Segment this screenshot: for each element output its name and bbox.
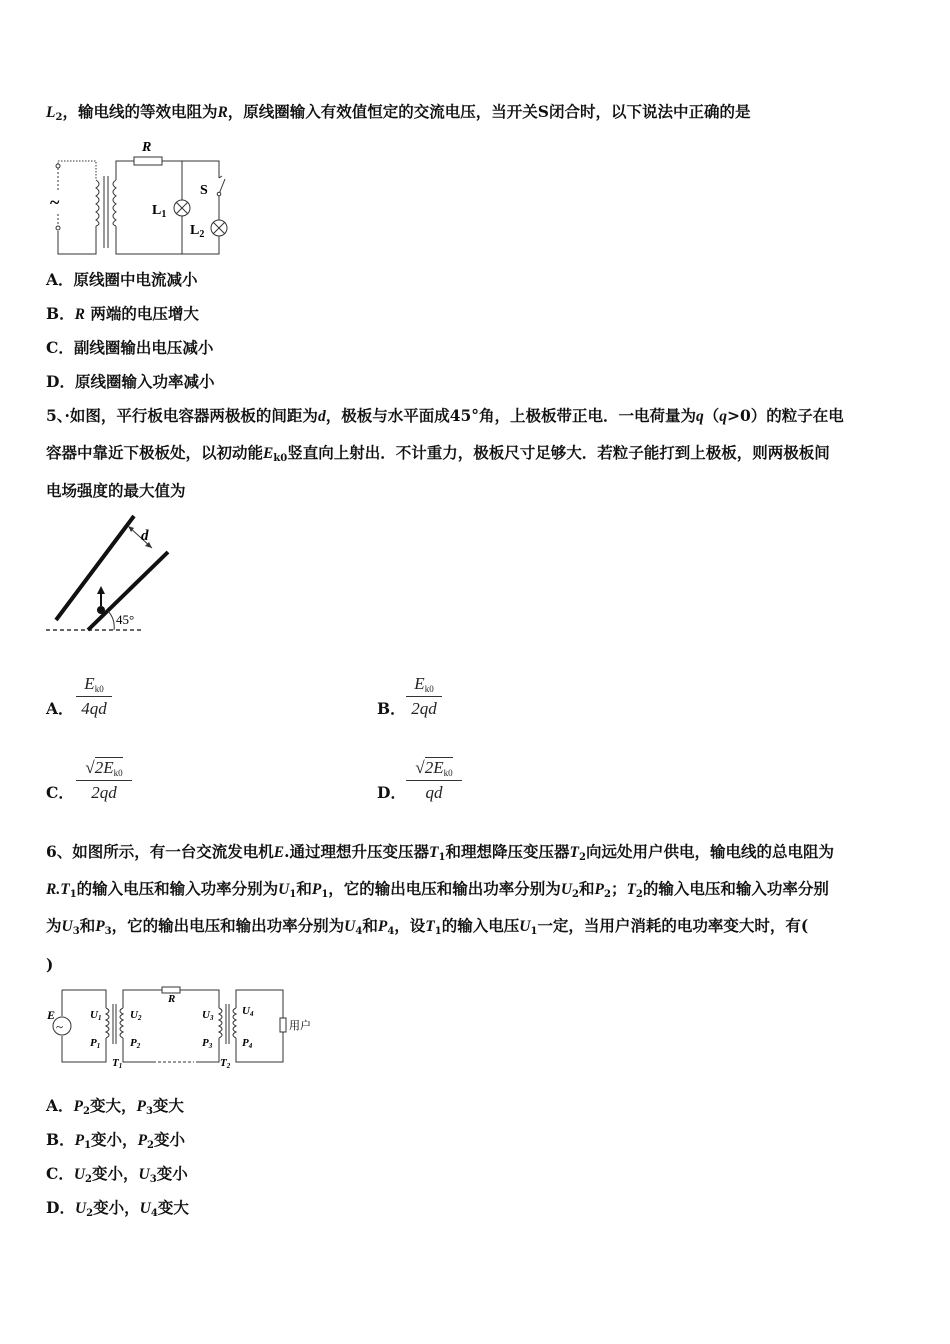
q6-option-b[interactable]: B．$P_1$变小，$P_2$变小 (46, 1130, 186, 1151)
q4-stem: $L_2$，输电线的等效电阻为R，原线圈输入有效值恒定的交流电压，当开关S闭合时，以下说法中正确的是 (46, 102, 751, 123)
svg-text:P4: P4 (242, 1037, 253, 1050)
q5-option-b-fraction[interactable]: $E_{k0}$ 2qd (406, 674, 442, 719)
q4-option-b[interactable]: B．R 两端的电压增大 (46, 304, 199, 323)
q5-option-d-fraction[interactable]: $√2E_{k0}$ qd (406, 758, 462, 803)
q5-option-a-fraction[interactable]: $E_{k0}$ 4qd (76, 674, 112, 719)
t2-label: T2 (220, 1057, 231, 1068)
q4-option-a[interactable]: A．原线圈中电流减小 (46, 270, 198, 289)
q6-option-c[interactable]: C．$U_2$变小，$U_3$变小 (46, 1164, 188, 1185)
q6-stem-line3: 为$U_3$和$P_3$，它的输出电压和输出功率分别为$U_4$和$P_4$，设$T_1$的输入电压$U_1$一定，当用户消耗的电功率变大时，有( (46, 916, 809, 937)
t1-label: T1 (112, 1057, 123, 1068)
q6-stem-line2: $R.T_1$的输入电压和输入功率分别为$U_1$和$P_1$，它的输出电压和输出功率分别为$U_2$和$P_2$；$T_2$的输入电压和输入功率分别 (46, 879, 829, 900)
q5-option-b-letter[interactable]: B． (377, 699, 406, 718)
q5-option-a-letter[interactable]: A． (46, 699, 74, 718)
q5-stem-line3: 电场强度的最大值为 (46, 481, 186, 500)
q5-option-c-letter[interactable]: C． (46, 783, 74, 802)
q5-option-c-fraction[interactable]: $√2E_{k0}$ 2qd (76, 758, 132, 803)
q5-capacitor-figure (44, 512, 204, 637)
q5-stem-line2: 容器中靠近下极板处，以初动能$E_{k0}$竖直向上射出．不计重力，极板尺寸足够大．若粒子能打到上极板，则两极板间 (46, 443, 830, 464)
q5-option-d-letter[interactable]: D． (377, 783, 406, 802)
q6-stem-line1: 6、如图所示，有一台交流发电机E.通过理想升压变压器$T_1$和理想降压变压器$T_2$向远处用户供电，输电线的总电阻为 (46, 842, 834, 863)
ac-source-symbol: ~ (50, 192, 60, 212)
svg-text:P1: P1 (90, 1037, 101, 1050)
lamp-l2-label: $L_2$ (190, 223, 205, 240)
svg-text:U2: U2 (130, 1009, 142, 1022)
svg-text:U4: U4 (242, 1005, 254, 1018)
q5-stem-line1: 5、·如图，平行板电容器两极板的间距为d，极板与水平面成45°角，上极板带正电．一电荷量为q（q>0）的粒子在电 (46, 406, 844, 425)
q6-option-d[interactable]: D．$U_2$变小，$U_4$变大 (46, 1198, 189, 1219)
angle-label: 45° (116, 612, 135, 627)
user-label: 用户 (289, 1020, 311, 1032)
q4-option-c[interactable]: C．副线圈输出电压减小 (46, 338, 214, 357)
svg-text:U3: U3 (202, 1009, 214, 1022)
lamp-l1-label: $L_1$ (152, 203, 167, 220)
switch-label: S (200, 183, 208, 198)
q6-transmission-figure (44, 986, 324, 1068)
q4-option-d[interactable]: D．原线圈输入功率减小 (46, 372, 215, 391)
q4-circuit-figure (44, 136, 234, 261)
generator-symbol: ~ (56, 1019, 64, 1034)
svg-text:P2: P2 (130, 1037, 141, 1050)
q6-stem-line4: ) (46, 955, 54, 974)
distance-d-label: d (141, 528, 149, 544)
q6-option-a[interactable]: A．$P_2$变大，$P_3$变大 (46, 1096, 184, 1117)
svg-text:P3: P3 (202, 1037, 213, 1050)
resistor-label: R (142, 140, 152, 155)
svg-text:U1: U1 (90, 1009, 102, 1022)
generator-label: E (47, 1008, 56, 1022)
line-resistance-label: R (168, 993, 176, 1005)
